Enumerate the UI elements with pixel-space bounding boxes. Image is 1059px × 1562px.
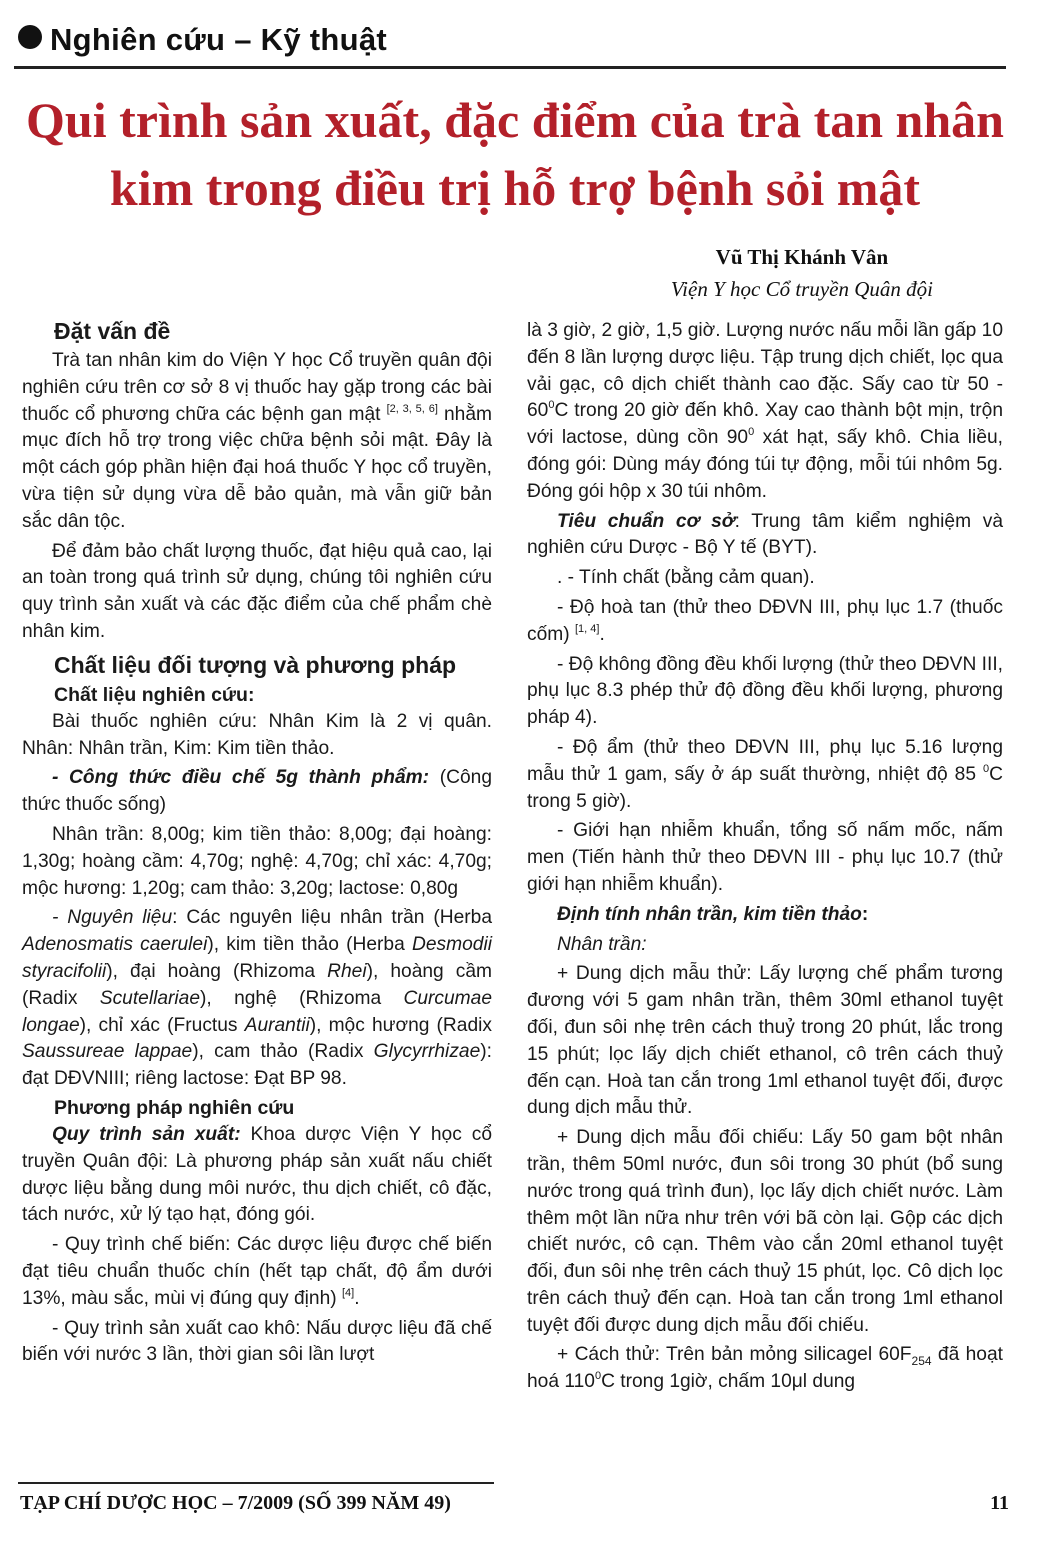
degree-mark: 0 <box>983 762 990 775</box>
raw-text: ), hoàng cầm (Radix <box>22 960 492 1009</box>
degree-mark: 0 <box>748 426 755 439</box>
processing-end: . <box>354 1287 360 1309</box>
standard-item-4 <box>527 735 1003 815</box>
raw-text: ), mộc hương (Radix <box>309 1014 492 1036</box>
sample-solution-paragraph: + Dung dịch mẫu thử: Lấy lượng chế phẩm tương đương với 5 gam nhân trần, thêm 30ml ethanol tuyệt đối, đun sôi nhẹ trên cách thuỷ trong 20 phút, lắc trong 15 phút; lọc lấy dịch chiết ethanol, cô trên cách thuỷ đến cạn. Hoà tan cắn trong 1ml ethanol tuyệt đối, được dung dịch mẫu thử. <box>527 963 1003 1119</box>
author-affiliation: Viện Y học Cổ truyền Quân đội <box>670 277 933 301</box>
latin-name: Curcumae longae <box>22 987 492 1036</box>
plate-subscript: 254 <box>911 1354 932 1369</box>
heading-materials-text: Chất liệu nghiên cứu <box>54 683 248 706</box>
dry-extract-label: - Quy trình sản xuất cao khô: <box>52 1317 301 1339</box>
raw-text: ): đạt DĐVNIII; riêng lactose: Đạt BP 98. <box>22 1041 492 1090</box>
identification-colon: : <box>861 903 869 925</box>
latin-name: Scutellariae <box>99 987 201 1009</box>
raw-text: ), đại hoàng (Rhizoma <box>106 960 328 982</box>
standard-item-1: . - Tính chất (bằng cảm quan). <box>557 567 815 589</box>
degree-mark: 0 <box>548 399 555 412</box>
dry-extract-paragraph <box>22 1316 492 1370</box>
method-text: + Cách thử: Trên bản mỏng silicagel 60F <box>557 1344 912 1366</box>
standard-text: - Độ hoà tan (thử theo DĐVN III, phụ lục 1.7 (thuốc cốm) <box>527 596 1003 645</box>
formula-label <box>22 765 492 819</box>
formula-note: (Công thức thuốc sống) <box>22 767 492 816</box>
raw-materials-paragraph <box>22 905 492 1093</box>
latin-name: Adenosmatis caerulei <box>22 934 208 956</box>
latin-name: Glycyrrhizae <box>373 1041 481 1063</box>
heading-methods: Phương pháp nghiên cứu <box>54 1096 295 1119</box>
materials-paragraph: Bài thuốc nghiên cứu: Nhân Kim là 2 vị quân. Nhân: Nhân trần, Kim: Kim tiền thảo. <box>22 710 492 759</box>
standard-item-3: - Độ không đồng đều khối lượng (thử theo DĐVN III, phụ lục 8.3 phép thử độ đồng đều khối lượng, phương pháp 4). <box>527 653 1003 729</box>
raw-text: : Các nguyên liệu nhân trần (Herba <box>172 907 492 929</box>
page-number: 11 <box>990 1492 1009 1514</box>
title-line-2: kim trong điều trị hỗ trợ bệnh sỏi mật <box>109 160 921 216</box>
intro-text-b: nhằm mục đích hỗ trợ trong việc chữa bệnh sỏi mật. Đây là một cách góp phần hiện đại hoá thuốc Y học cổ truyền, vừa tiện sử dụng vừa dễ bảo quản, mà vẫn giữ bản sắc dân tộc. <box>22 403 493 532</box>
standard-item-5: - Giới hạn nhiễm khuẩn, tổng số nấm mốc, nấm men (Tiến hành thử theo DĐVN III - phụ lục 10.7 (thử giới hạn nhiễm khuẩn). <box>527 820 1003 895</box>
article-title <box>0 86 1030 222</box>
standards-text: : Trung tâm kiểm nghiệm và nghiên cứu Dược - Bộ Y tế (BYT). <box>527 510 1003 559</box>
raw-text: ), nghệ (Rhizoma <box>200 987 404 1009</box>
header-divider <box>14 66 1006 69</box>
intro-paragraph-1 <box>22 348 492 536</box>
processing-paragraph <box>22 1232 492 1312</box>
right-column <box>527 318 1003 1396</box>
test-method-paragraph <box>527 1342 1003 1396</box>
citation-ref: [1, 4] <box>574 622 600 635</box>
latin-name: Saussureae lappae <box>22 1041 193 1063</box>
left-column <box>22 316 492 1369</box>
reference-solution-paragraph: + Dung dịch mẫu đối chiếu: Lấy 50 gam bột nhân trần, thêm 50ml nước, đun sôi trong 30 phút (bổ sung nước trong quá trình đun), lọc lấy dịch chiết nước. Làm thêm một lần nữa như trên với bã còn lại. Gộp các dịch chiết nước, cô cạn. Thêm vào cắn 20ml ethanol tuyệt đối, đun sôi nhẹ trên cách thuỷ 15 phút, lọc. Cô dịch lọc trên cách thuỷ đến cạn. Hoà tan cắn trong 1ml ethanol tuyệt đối được dung dịch mẫu đối chiếu. <box>527 1127 1003 1336</box>
process-paragraph <box>22 1122 492 1229</box>
raw-text: ), chỉ xác (Fructus <box>79 1014 245 1036</box>
standard-end: . <box>599 623 605 645</box>
heading-materials-methods: Chất liệu đối tượng và phương pháp <box>54 651 457 678</box>
title-line-1: Qui trình sản xuất, đặc điểm của trà tan nhân <box>26 92 1004 148</box>
standard-item-2 <box>527 595 1003 649</box>
journal-footer: TẠP CHÍ DƯỢC HỌC – 7/2009 (SỐ 399 NĂM 49) <box>20 1492 451 1514</box>
production-text: là 3 giờ, 2 giờ, 1,5 giờ. Lượng nước nấu mỗi lần gấp 10 đến 8 lần lượng dược liệu. Tập trung dịch chiết, lọc qua vải gạc, cô dịch chiết thành cao đặc. Sấy cao từ 50 - 60 <box>527 320 1003 422</box>
process-label: Quy trình sản xuất: <box>52 1123 241 1145</box>
formula-paragraph: Nhân trần: 8,00g; kim tiền thảo: 8,00g; đại hoàng: 1,30g; hoàng cầm: 4,70g; nghệ: 4,70g; chỉ xác: 4,70g; mộc hương: 1,20g; cam thảo: 3,20g; lactose: 0,80g <box>22 823 492 899</box>
citation-ref: [2, 3, 5, 6] <box>386 402 438 415</box>
author-name: Vũ Thị Khánh Vân <box>715 245 889 269</box>
nhan-tran-label-text: Nhân trần: <box>557 933 647 955</box>
standards-label: Tiêu chuẩn cơ sở <box>557 510 735 532</box>
processing-text: - Quy trình chế biến: Các dược liệu được chế biến đạt tiêu chuẩn thuốc chín (hết tạp chất, độ ẩm dưới 13%, màu sắc, mùi vị đúng quy định) <box>22 1234 492 1309</box>
degree-mark: 0 <box>594 1370 602 1383</box>
section-label: Nghiên cứu – Kỹ thuật <box>50 22 388 57</box>
citation-ref: [4] <box>341 1286 355 1299</box>
footer-divider <box>18 1482 494 1484</box>
nhan-tran-label <box>527 932 1003 959</box>
latin-name: Rhei <box>327 960 367 982</box>
bullet-icon <box>18 25 42 49</box>
standard-text: C trong 5 giờ). <box>527 763 1003 812</box>
method-text: C trong 1giờ, chấm 10μl dung <box>601 1371 856 1393</box>
intro-text-a: Trà tan nhân kim do Viện Y học Cổ truyền quân đội nghiên cứu trên cơ sở 8 vị thuốc hay gặp trong các bài thuốc cổ phương chữa các bệnh gan mật <box>22 350 492 425</box>
production-text: xát hạt, sấy khô. Chia liều, đóng gói: Dùng máy đóng túi tự động, mỗi túi nhôm 5g. Đóng gói hộp x 30 túi nhôm. <box>527 427 1003 502</box>
latin-name: Aurantii <box>244 1014 310 1036</box>
standard-text: - Độ ẩm (thử theo DĐVN III, phụ lục 5.16 lượng mẫu thử 1 gam, sấy ở áp suất thường, nhiệt độ 85 <box>527 736 1003 785</box>
method-text: đã hoạt hoá 110 <box>527 1344 1003 1393</box>
latin-name: Desmodii styracifolii <box>22 934 492 982</box>
identification-heading <box>527 902 1003 929</box>
dry-extract-text: Nấu dược liệu đã chế biến với nước 3 lần, thời gian sôi lần lượt <box>22 1317 492 1366</box>
production-paragraph <box>527 318 1003 506</box>
section-header <box>18 22 387 58</box>
heading-materials: Chất liệu nghiên cứu: <box>54 683 255 706</box>
raw-materials-label: - Nguyên liệu <box>52 907 173 929</box>
raw-text: ), kim tiền thảo (Herba <box>207 934 413 956</box>
production-text: C trong 20 giờ đến khô. Xay cao thành bột mịn, trộn với lactose, dùng cồn 90 <box>527 400 1003 449</box>
formula-label-text: - Công thức điều chế 5g thành phẩm: <box>52 767 430 789</box>
heading-introduction: Đặt vấn đề <box>54 318 171 344</box>
process-text: Khoa dược Viện Y học cổ truyền Quân đội: Là phương pháp sản xuất nấu chiết dược liệu bằng dung môi nước, thu dịch chiết, cô đặc, tách nước, xử lý tạo hạt, đóng gói. <box>22 1123 492 1226</box>
raw-text: ), cam thảo (Radix <box>192 1041 374 1063</box>
identification-label: Định tính nhân trần, kim tiền thảo <box>557 903 862 925</box>
standards-paragraph <box>527 509 1003 563</box>
author-block <box>671 242 933 304</box>
intro-paragraph-2: Để đảm bảo chất lượng thuốc, đạt hiệu quả cao, lại an toàn trong quá trình sử dụng, chúng tôi nghiên cứu quy trình sản xuất và các đặc điểm của chế phẩm chè nhân kim. <box>22 540 492 642</box>
